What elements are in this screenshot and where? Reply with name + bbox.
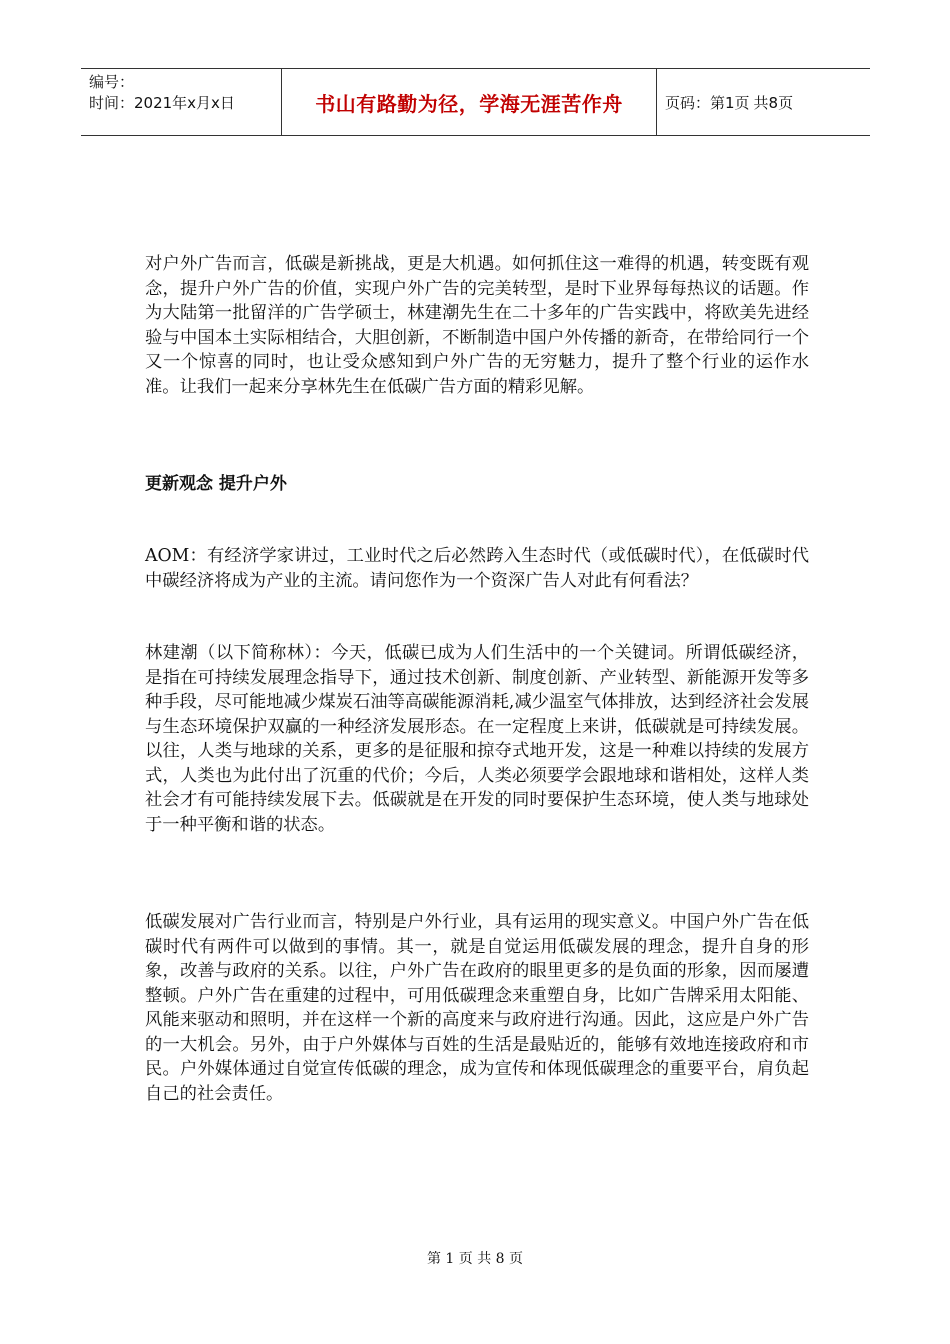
- page-header: [81, 68, 870, 136]
- answer-paragraph-2: 低碳发展对广告行业而言，特别是户外行业，具有运用的现实意义。中国户外广告在低碳时代有两件可以做到的事情。其一，就是自觉运用低碳发展的理念，提升自身的形象，改善与政府的关系。以往，户外广告在政府的眼里更多的是负面的形象，因而屡遭整顿。户外广告在重建的过程中，可用低碳理念来重塑自身，比如广告牌采用太阳能、风能来驱动和照明，并在这样一个新的高度来与政府进行沟通。因此，这应是户外广告的一大机会。另外，由于户外媒体与百姓的生活是最贴近的，能够有效地连接政府和市民。户外媒体通过自觉宣传低碳的理念，成为宣传和体现低碳理念的重要平台，肩负起自己的社会责任。: [145, 912, 809, 1104]
- header-motto: 书山有路勤为径，学海无涯苦作舟: [282, 69, 657, 135]
- header-page-total: 共8页: [753, 93, 794, 112]
- section-heading: 更新观念 提升户外: [145, 474, 287, 494]
- question-paragraph: AOM：有经济学家讲过，工业时代之后必然跨入生态时代（或低碳时代），在低碳时代中碳经济将成为产业的主流。请问您作为一个资深广告人对此有何看法？: [145, 546, 809, 591]
- answer-paragraph-1: 林建潮（以下简称林）：今天，低碳已成为人们生活中的一个关键词。所谓低碳经济，是指在可持续发展理念指导下，通过技术创新、制度创新、产业转型、新能源开发等多种手段，尽可能地减少煤炭石油等高碳能源消耗,减少温室气体排放，达到经济社会发展与生态环境保护双赢的一种经济发展形态。在一定程度上来讲，低碳就是可持续发展。以往，人类与地球的关系，更多的是征服和掠夺式地开发，这是一种难以持续的发展方式，人类也为此付出了沉重的代价；今后，人类必须要学会跟地球和谐相处，这样人类社会才有可能持续发展下去。低碳就是在开发的同时要保护生态环境，使人类与地球处于一种平衡和谐的状态。: [145, 643, 809, 835]
- document-number-label: 编号：: [89, 73, 135, 91]
- intro-paragraph: 对户外广告而言，低碳是新挑战，更是大机遇。如何抓住这一难得的机遇，转变既有观念，提升户外广告的价值，实现户外广告的完美转型，是时下业界每每热议的话题。作为大陆第一批留洋的广告学硕士，林建潮先生在二十多年的广告实践中，将欧美先进经验与中国本土实际相结合，大胆创新，不断制造中国户外传播的新奇，在带给同行一个又一个惊喜的同时，也让受众感知到户外广告的无穷魅力，提升了整个行业的运作水准。让我们一起来分享林先生在低碳广告方面的精彩见解。: [145, 254, 809, 397]
- document-time-label: 时间：2021年x月x日: [89, 94, 235, 112]
- header-page-cell: [657, 69, 870, 135]
- header-page-number: 页码：第1页: [665, 93, 750, 112]
- document-body: [145, 252, 809, 1106]
- header-meta-cell: [81, 69, 282, 135]
- page-footer: 第 1 页 共 8 页: [426, 1251, 524, 1267]
